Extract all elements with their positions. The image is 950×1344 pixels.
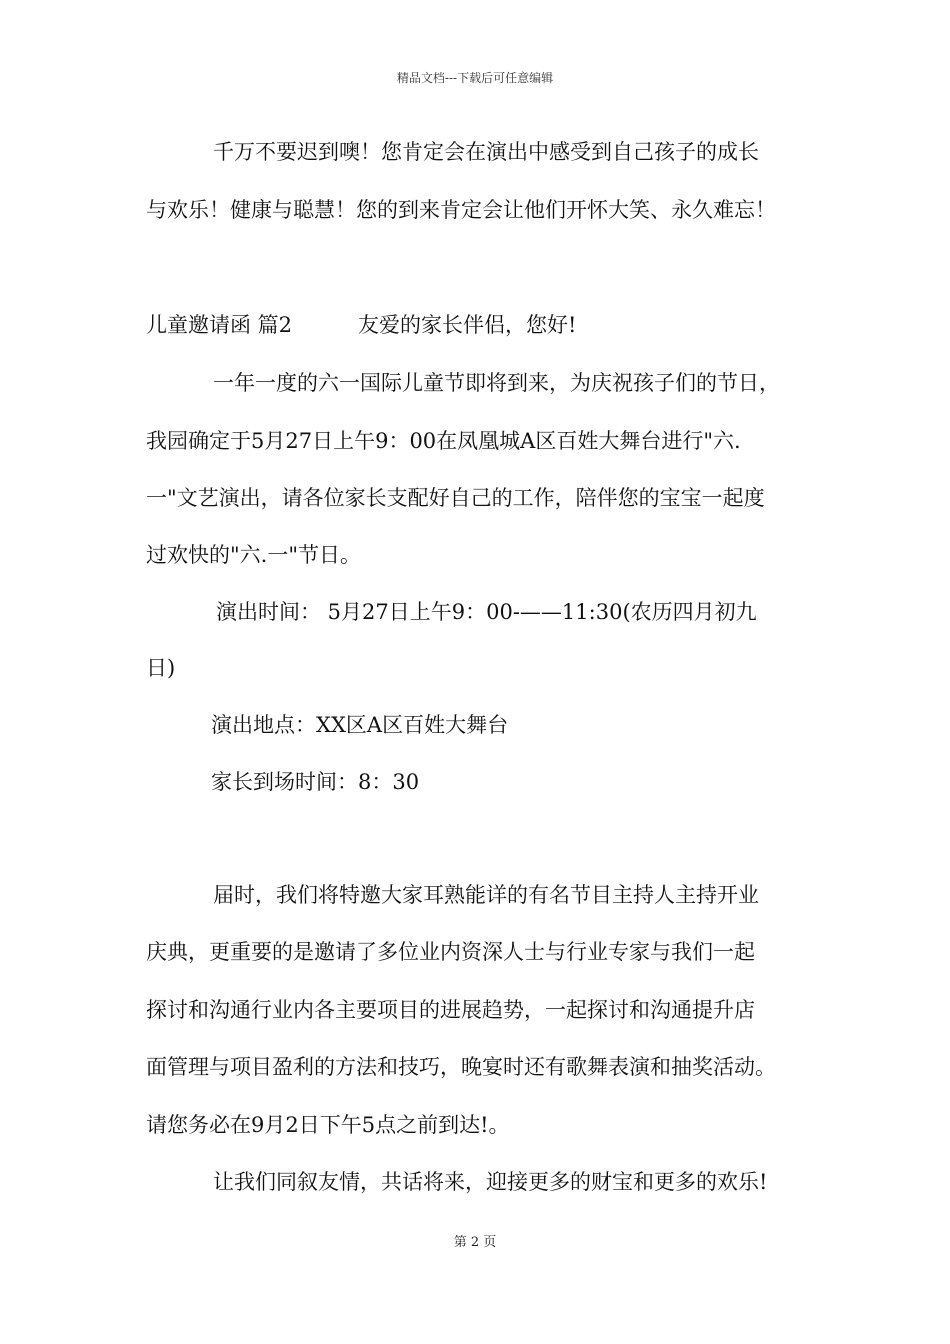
paragraph-line: 我园确定于5月27日上午9：00在凤凰城A区百姓大舞台进行"六. [146,429,741,453]
paragraph-line: 面管理与项目盈利的方法和技巧，晚宴时还有歌舞表演和抽奖活动。 [146,1055,776,1079]
greeting: 友爱的家长伴侣，您好! [358,313,577,337]
parent-arrival-time: 家长到场时间：8：30 [211,770,420,794]
page-header: 精品文档---下载后可任意编辑 [396,71,554,85]
paragraph-line: 届时，我们将特邀大家耳熟能详的有名节目主持人主持开业 [213,883,759,907]
paragraph-line: 与欢乐！健康与聪慧！您的到来肯定会让他们开怀大笑、永久难忘！ [146,198,776,222]
paragraph-line: 探讨和沟通行业内各主要项目的进展趋势，一起探讨和沟通提升店 [146,998,755,1022]
page-number: 第 2 页 [453,1235,497,1250]
paragraph-line: 一年一度的六一国际儿童节即将到来，为庆祝孩子们的节日， [213,371,780,395]
performance-location: 演出地点：XX区A区百姓大舞台 [211,713,509,737]
paragraph-line: 千万不要迟到噢！您肯定会在演出中感受到自己孩子的成长 [213,140,759,164]
paragraph-line: 一"文艺演出，请各位家长支配好自己的工作，陪伴您的宝宝一起度 [146,486,765,510]
paragraph-line: 庆典，更重要的是邀请了多位业内资深人士与行业专家与我们一起 [146,940,755,964]
performance-time: 演出时间： 5月27日上午9：00-——11:30(农历四月初九 [216,600,757,624]
paragraph-line: 请您务必在9月2日下午5点之前到达!。 [146,1113,510,1137]
paragraph-line: 过欢快的"六.一"节日。 [146,543,361,567]
section-title: 儿童邀请函 篇2 [146,313,293,337]
paragraph-line: 让我们同叙友情，共话将来，迎接更多的财宝和更多的欢乐! [213,1170,768,1194]
section-heading-line [146,310,577,340]
paragraph-line: 日) [146,656,176,680]
